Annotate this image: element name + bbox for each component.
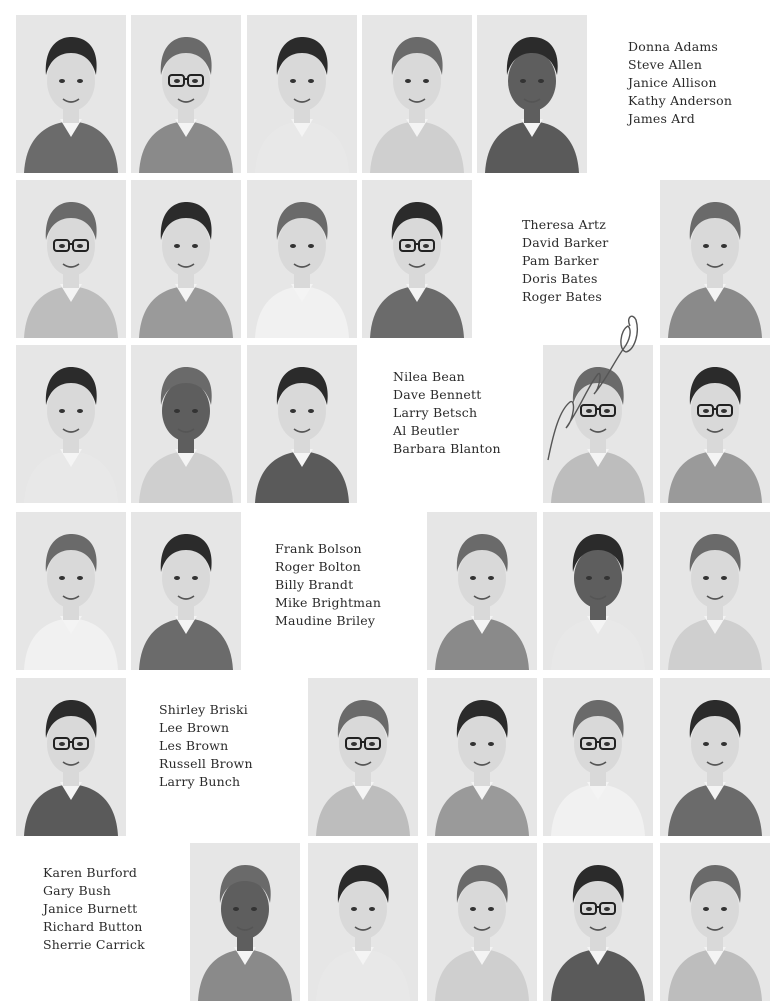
student-portrait xyxy=(427,512,537,670)
student-name: Donna Adams xyxy=(628,39,719,54)
student-name: Al Beutler xyxy=(393,423,460,438)
name-list xyxy=(522,216,608,306)
student-name: Richard Button xyxy=(43,919,143,934)
student-name: Dave Bennett xyxy=(393,387,482,402)
student-name: James Ard xyxy=(628,111,695,126)
student-name: Steve Allen xyxy=(628,57,703,72)
student-portrait xyxy=(660,180,770,338)
student-name: Shirley Briski xyxy=(159,702,248,717)
name-list xyxy=(393,368,501,458)
student-portrait xyxy=(427,678,537,836)
student-name: Sherrie Carrick xyxy=(43,937,145,952)
student-name: Roger Bates xyxy=(522,289,602,304)
student-portrait xyxy=(362,15,472,173)
student-portrait xyxy=(16,678,126,836)
student-portrait xyxy=(131,15,241,173)
student-name: Lee Brown xyxy=(159,720,230,735)
student-name: Billy Brandt xyxy=(275,577,354,592)
student-portrait xyxy=(660,345,770,503)
student-portrait xyxy=(660,843,770,1001)
student-name: Roger Bolton xyxy=(275,559,361,574)
student-portrait xyxy=(16,180,126,338)
student-name: Gary Bush xyxy=(43,883,111,898)
student-name: Janice Allison xyxy=(628,75,717,90)
student-portrait xyxy=(543,843,653,1001)
student-portrait xyxy=(543,678,653,836)
student-portrait xyxy=(427,843,537,1001)
student-name: Larry Bunch xyxy=(159,774,241,789)
student-name: Doris Bates xyxy=(522,271,598,286)
student-name: Theresa Artz xyxy=(522,217,607,232)
name-list xyxy=(275,540,381,630)
student-portrait xyxy=(131,345,241,503)
student-name: Karen Burford xyxy=(43,865,138,880)
student-portrait xyxy=(131,512,241,670)
student-name: Barbara Blanton xyxy=(393,441,501,456)
student-portrait xyxy=(543,345,653,503)
student-portrait xyxy=(308,678,418,836)
student-name: Pam Barker xyxy=(522,253,599,268)
student-name: Mike Brightman xyxy=(275,595,382,610)
student-portrait xyxy=(660,678,770,836)
student-portrait xyxy=(16,15,126,173)
name-list xyxy=(43,864,145,954)
student-portrait xyxy=(131,180,241,338)
student-portrait xyxy=(16,512,126,670)
student-name: Janice Burnett xyxy=(43,901,138,916)
student-name: Russell Brown xyxy=(159,756,253,771)
name-list xyxy=(159,701,253,791)
student-name: Nilea Bean xyxy=(393,369,465,384)
student-name: Les Brown xyxy=(159,738,229,753)
student-name: Larry Betsch xyxy=(393,405,478,420)
student-portrait xyxy=(660,512,770,670)
student-portrait xyxy=(247,15,357,173)
student-portrait xyxy=(16,345,126,503)
student-name: Kathy Anderson xyxy=(628,93,733,108)
student-portrait xyxy=(247,345,357,503)
name-list xyxy=(628,38,732,128)
student-name: David Barker xyxy=(522,235,609,250)
student-name: Maudine Briley xyxy=(275,613,376,628)
student-portrait xyxy=(247,180,357,338)
student-portrait xyxy=(362,180,472,338)
student-name: Frank Bolson xyxy=(275,541,362,556)
student-portrait xyxy=(190,843,300,1001)
student-portrait xyxy=(543,512,653,670)
student-portrait xyxy=(308,843,418,1001)
student-portrait xyxy=(477,15,587,173)
